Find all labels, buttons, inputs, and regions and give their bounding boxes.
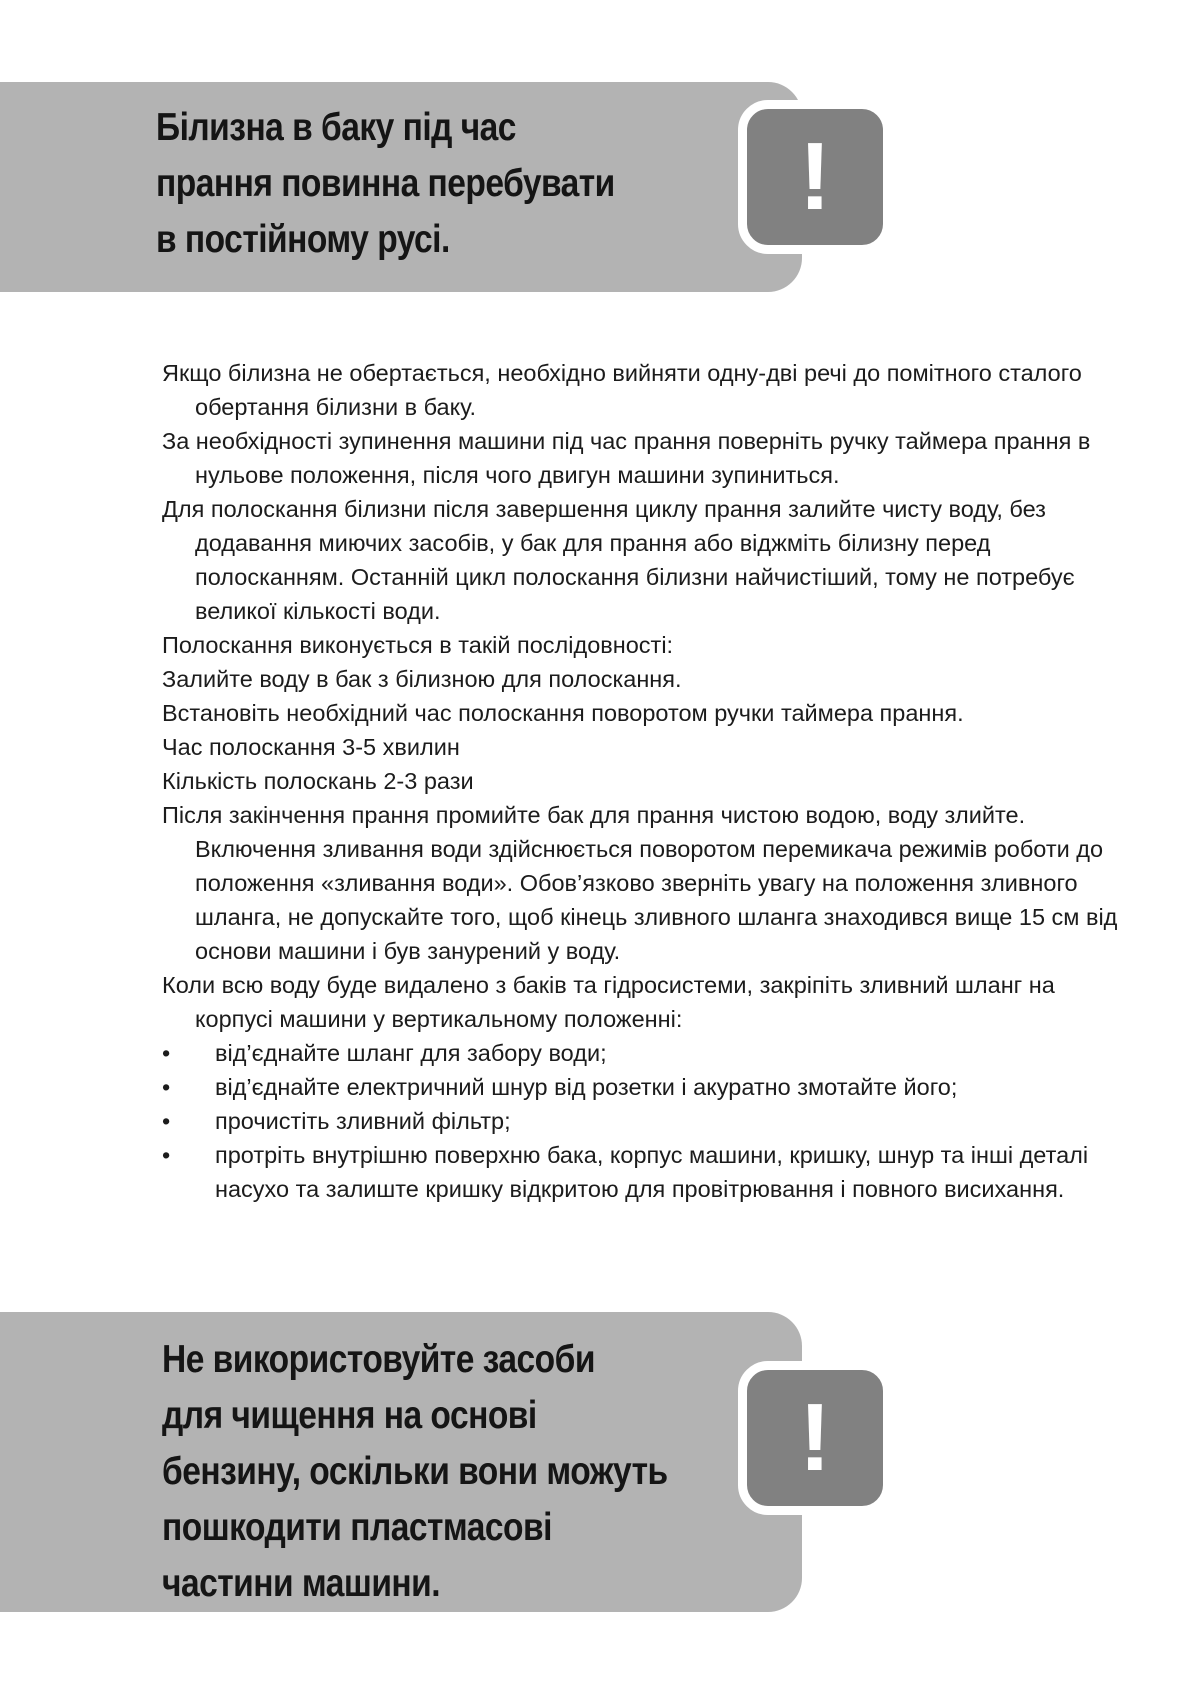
- bullet-icon: •: [162, 1108, 171, 1134]
- top-warning-text: [156, 100, 615, 268]
- bullet-icon: •: [162, 1074, 171, 1100]
- list-item: [162, 1138, 1127, 1206]
- list-item-text: від’єднайте шланг для забору води;: [215, 1040, 607, 1066]
- body-paragraph: Якщо білизна не обертається, необхідно вийняти одну-дві речі до помітного сталого обертання білизни в баку.: [162, 360, 1082, 420]
- bullet-icon: •: [162, 1040, 171, 1066]
- body-paragraph: Коли всю воду буде видалено з баків та гідросистеми, закріпіть зливний шланг на корпусі машини у вертикальному положенні:: [162, 972, 1055, 1032]
- body-paragraph: За необхідності зупинення машини під час прання поверніть ручку таймера прання в нульове положення, після чого двигун машини зупиниться.: [162, 428, 1091, 488]
- body-paragraph: Для полоскання білизни після завершення циклу прання залийте чисту воду, без додавання миючих засобів, у бак для прання або віджміть білизну перед полосканням. Останній цикл полоскання білизни найчистіший, тому не потребує великої кількості води.: [162, 496, 1075, 624]
- bottom-warning-line: пошкодити пластмасові: [162, 1506, 552, 1549]
- list-item: [162, 1036, 1127, 1070]
- list-item-text: від’єднайте електричний шнур від розетки і акуратно змотайте його;: [215, 1074, 958, 1100]
- instructions-body: [162, 356, 1127, 1206]
- bullet-icon: •: [162, 1142, 171, 1168]
- list-item-text: прочистіть зливний фільтр;: [215, 1108, 511, 1134]
- body-paragraph: Кількість полоскань 2-3 рази: [162, 768, 474, 794]
- cleanup-steps-list: [162, 1036, 1127, 1206]
- bottom-warning-line: для чищення на основі: [162, 1394, 537, 1437]
- top-warning-line: прання повинна перебувати: [156, 162, 615, 205]
- exclamation-icon: !: [738, 100, 892, 254]
- list-item-text: протріть внутрішню поверхню бака, корпус машини, кришку, шнур та інші деталі насухо та залиште кришку відкритою для провітрювання і повного висихання.: [215, 1142, 1089, 1202]
- bottom-warning-line: Не використовуйте засоби: [162, 1338, 595, 1381]
- top-warning-banner: [0, 82, 831, 292]
- bottom-warning-line: частини машини.: [162, 1562, 441, 1605]
- bottom-warning-banner: [0, 1312, 831, 1612]
- exclamation-icon: !: [738, 1361, 892, 1515]
- top-warning-line: Білизна в баку під час: [156, 106, 516, 149]
- bottom-warning-line: бензину, оскільки вони можуть: [162, 1450, 668, 1493]
- body-paragraph: Полоскання виконується в такій послідовності:: [162, 632, 674, 658]
- body-paragraph: Залийте воду в бак з білизною для полоскання.: [162, 666, 682, 692]
- body-paragraph: Встановіть необхідний час полоскання поворотом ручки таймера прання.: [162, 700, 964, 726]
- bottom-warning-text: [162, 1332, 668, 1612]
- body-paragraph: Після закінчення прання промийте бак для прання чистою водою, воду злийте. Включення зливання води здійснюється поворотом перемикача режимів роботи до положення «зливання води». Обов’язково зверніть увагу на положення зливного шланга, не допускайте того, щоб кінець зливного шланга знаходився вище 15 см від основи машини і був занурений у воду.: [162, 802, 1118, 964]
- top-warning-line: в постійному русі.: [156, 218, 450, 261]
- body-paragraph: Час полоскання 3-5 хвилин: [162, 734, 460, 760]
- list-item: [162, 1104, 1127, 1138]
- list-item: [162, 1070, 1127, 1104]
